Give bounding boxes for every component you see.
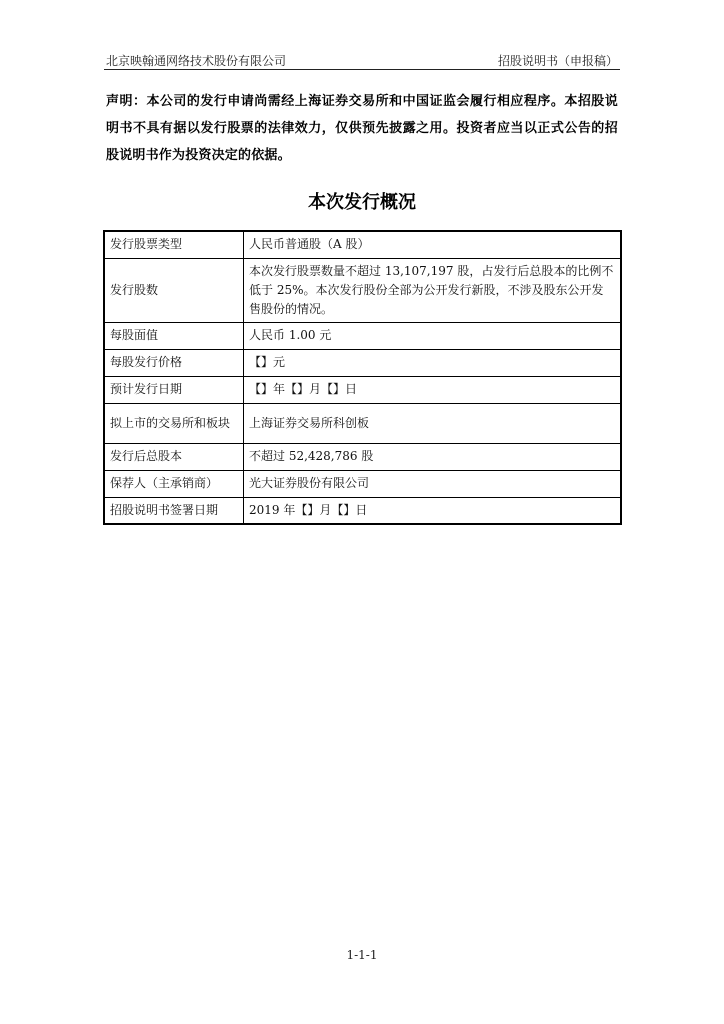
table-row — [104, 258, 621, 322]
table-row — [104, 376, 621, 403]
row-value: 2019 年【】月【】日 — [244, 497, 622, 524]
row-value: 人民币 1.00 元 — [244, 322, 622, 349]
section-title: 本次发行概况 — [308, 192, 416, 213]
page-header — [106, 50, 618, 70]
row-value: 光大证券股份有限公司 — [244, 470, 622, 497]
row-label: 拟上市的交易所和板块 — [104, 403, 244, 443]
disclaimer-statement: 声明：本公司的发行申请尚需经上海证券交易所和中国证监会履行相应程序。本招股说明书不具有据以发行股票的法律效力，仅供预先披露之用。投资者应当以正式公告的招股说明书作为投资决定的依据。 — [106, 94, 618, 163]
document-type: 招股说明书（申报稿） — [497, 54, 618, 68]
row-label: 发行股票类型 — [104, 231, 244, 258]
row-label: 预计发行日期 — [104, 376, 244, 403]
table-row — [104, 470, 621, 497]
header-divider — [104, 69, 620, 70]
table-row — [104, 497, 621, 524]
row-value: 本次发行股票数量不超过 13,107,197 股，占发行后总股本的比例不低于 25%。本次发行股份全部为公开发行新股，不涉及股东公开发售股份的情况。 — [244, 258, 622, 322]
row-value: 不超过 52,428,786 股 — [244, 443, 622, 470]
table-row — [104, 443, 621, 470]
row-label: 发行后总股本 — [104, 443, 244, 470]
row-value: 【】年【】月【】日 — [244, 376, 622, 403]
row-label: 发行股数 — [104, 258, 244, 322]
table-row — [104, 403, 621, 443]
row-label: 每股面值 — [104, 322, 244, 349]
row-label: 保荐人（主承销商） — [104, 470, 244, 497]
table-row — [104, 349, 621, 376]
row-label: 招股说明书签署日期 — [104, 497, 244, 524]
page-number: 1-1-1 — [346, 948, 378, 962]
row-value: 上海证券交易所科创板 — [244, 403, 622, 443]
row-value: 【】元 — [244, 349, 622, 376]
row-label: 每股发行价格 — [104, 349, 244, 376]
table-row — [104, 322, 621, 349]
issuance-overview-table — [103, 230, 622, 525]
table-row — [104, 231, 621, 258]
company-name: 北京映翰通网络技术股份有限公司 — [106, 54, 287, 68]
row-value: 人民币普通股（A 股） — [244, 231, 622, 258]
